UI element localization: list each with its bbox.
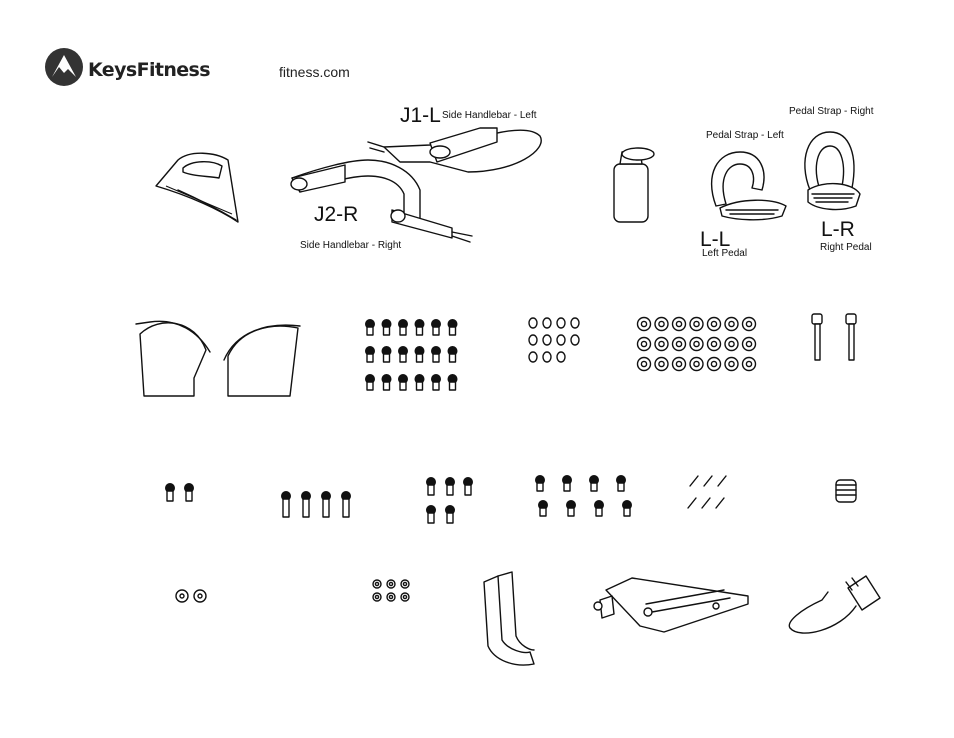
- washer-icon: [725, 318, 738, 331]
- washer-icon: [543, 352, 551, 362]
- washer-icon: [529, 318, 537, 328]
- washer-icon: [638, 358, 651, 371]
- bolt-icon: [365, 346, 375, 362]
- bracket-icon: [484, 572, 534, 665]
- pedal-icon: [805, 132, 860, 209]
- washer-icon: [387, 593, 395, 601]
- bolt-icon: [382, 374, 392, 390]
- washer-icon: [571, 318, 579, 328]
- bolt-icon: [398, 374, 408, 390]
- washer-icon: [529, 318, 579, 362]
- bolt-icon: [562, 475, 572, 491]
- bolt-icon: [281, 491, 291, 517]
- label-j1-code: J1-L: [400, 104, 441, 127]
- label-j2-code: J2-R: [314, 203, 359, 226]
- bolt-icon: [321, 491, 331, 517]
- washer-icon: [529, 352, 537, 362]
- bolt-icon: [365, 319, 458, 390]
- washer-icon: [638, 318, 651, 331]
- bolt-icon: [415, 346, 425, 362]
- washer-icon: [708, 338, 721, 351]
- bolt-icon: [426, 505, 436, 523]
- bolt-icon: [165, 475, 632, 523]
- bolt-icon: [431, 374, 441, 390]
- washer-icon: [673, 358, 686, 371]
- handlebar-icon: [291, 128, 541, 242]
- bolt-icon: [448, 319, 458, 335]
- screw-icon: [716, 498, 724, 508]
- bolt-icon: [463, 477, 473, 495]
- bolt-icon: [589, 475, 599, 491]
- washer-icon: [743, 318, 756, 331]
- screw-icon: [718, 476, 726, 486]
- washer-icon: [373, 580, 381, 588]
- washer-icon: [543, 318, 551, 328]
- washer-icon: [655, 318, 668, 331]
- bolt-icon: [341, 491, 351, 517]
- bolt-icon: [415, 319, 425, 335]
- washer-icon: [176, 590, 206, 602]
- bolt-icon: [382, 346, 392, 362]
- label-strap-right: Pedal Strap - Right: [789, 106, 874, 117]
- bolt-icon: [365, 374, 375, 390]
- washer-icon: [638, 318, 756, 371]
- washer-icon: [638, 338, 651, 351]
- washer-icon: [543, 335, 551, 345]
- site-url: fitness.com: [279, 64, 350, 80]
- bolt-icon: [301, 491, 311, 517]
- water-bottle-icon: [614, 148, 654, 222]
- washer-icon: [655, 338, 668, 351]
- bolt-icon: [538, 500, 548, 516]
- bolt-icon: [622, 500, 632, 516]
- label-ll-code: L-L: [700, 228, 731, 251]
- bolt-icon: [398, 319, 408, 335]
- washer-icon: [529, 335, 537, 345]
- spring-icon: [836, 480, 856, 502]
- washer-icon: [557, 318, 565, 328]
- bolt-icon: [431, 319, 441, 335]
- washer-icon: [401, 580, 409, 588]
- label-j2-name: Side Handlebar - Right: [300, 240, 402, 251]
- screw-icon: [702, 498, 710, 508]
- bolt-icon: [415, 374, 425, 390]
- bolt-icon: [426, 477, 436, 495]
- bolt-icon: [566, 500, 576, 516]
- bolt-icon: [398, 346, 408, 362]
- washer-icon: [401, 593, 409, 601]
- screw-icon: [688, 476, 726, 508]
- bolt-icon: [184, 483, 194, 501]
- washer-icon: [571, 335, 579, 345]
- bolt-icon: [535, 475, 545, 491]
- seat-slider-icon: [594, 578, 748, 632]
- washer-icon: [725, 338, 738, 351]
- washer-icon: [690, 318, 703, 331]
- bolt-icon: [616, 475, 626, 491]
- washer-icon: [557, 335, 565, 345]
- washer-icon: [690, 358, 703, 371]
- bolt-icon: [445, 505, 455, 523]
- bolt-icon: [365, 319, 375, 335]
- screw-icon: [688, 498, 696, 508]
- bolt-icon: [382, 319, 392, 335]
- washer-icon: [743, 358, 756, 371]
- washer-icon: [673, 338, 686, 351]
- shroud-icon: [136, 321, 300, 396]
- pedal-icon: [712, 152, 786, 220]
- screw-icon: [690, 476, 698, 486]
- bolt-icon: [165, 483, 175, 501]
- washer-icon: [708, 358, 721, 371]
- washer-icon: [708, 318, 721, 331]
- bolt-icon: [594, 500, 604, 516]
- washer-icon: [690, 338, 703, 351]
- bolt-icon: [448, 346, 458, 362]
- label-j1-name: Side Handlebar - Left: [442, 110, 537, 121]
- washer-icon: [557, 352, 565, 362]
- bolt-icon: [445, 477, 455, 495]
- power-adapter-icon: [789, 576, 880, 633]
- washer-icon: [673, 318, 686, 331]
- washer-icon: [373, 593, 381, 601]
- washer-icon: [655, 358, 668, 371]
- bolt-icon: [448, 374, 458, 390]
- washer-icon: [387, 580, 395, 588]
- label-ll-name: Left Pedal: [702, 248, 748, 259]
- screw-icon: [704, 476, 712, 486]
- washer-icon: [373, 580, 409, 601]
- label-strap-left: Pedal Strap - Left: [706, 130, 784, 141]
- washer-icon: [725, 358, 738, 371]
- bolt-icon: [812, 314, 856, 360]
- washer-icon: [743, 338, 756, 351]
- brand-name: KeysFitness: [88, 59, 210, 81]
- bolt-icon: [431, 346, 441, 362]
- label-lr-code: L-R: [821, 218, 855, 241]
- seat-cover-icon: [156, 153, 238, 222]
- label-lr-name: Right Pedal: [820, 242, 872, 253]
